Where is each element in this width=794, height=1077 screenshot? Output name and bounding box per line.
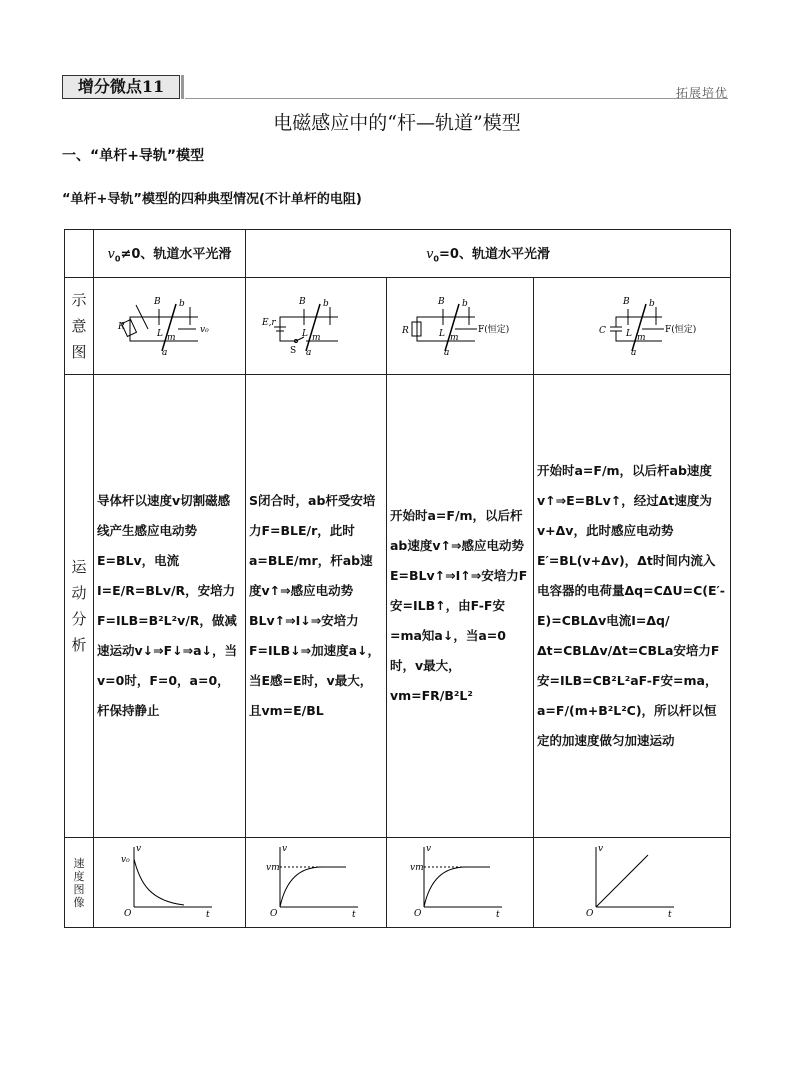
circuit-diagram-capacitor bbox=[562, 289, 702, 359]
svg-text:v: v bbox=[598, 843, 604, 854]
svg-text:v: v bbox=[135, 843, 141, 854]
svg-text:B: B bbox=[623, 297, 630, 307]
row-label-graph: 速 度 图 像 bbox=[65, 838, 94, 928]
analysis-cell-1: 导体杆以速度v切割磁感线产生感应电动势E=BLv，电流I=E/R=BLv/R，安培力F=ILB=B²L²v/R，做减速运动v↓⇒F↓⇒a↓，当v=0时，F=0，a=0，杆保持静止 bbox=[94, 375, 246, 838]
svg-text:t: t bbox=[352, 909, 356, 919]
svg-text:t: t bbox=[668, 909, 672, 919]
subheading: “单杆+导轨”模型的四种典型情况(不计单杆的电阻) bbox=[62, 192, 362, 207]
row-label-diagram: 示 意 图 bbox=[65, 278, 94, 375]
svg-text:b: b bbox=[462, 299, 468, 309]
svg-text:m: m bbox=[637, 333, 646, 343]
analysis-cell-3: 开始时a=F/m，以后杆ab速度v↑⇒感应电动势E=BLv↑⇒I↑⇒安培力F安=ILB↑，由F-F安=ma知a↓，当a=0时，v最大，vm=FR/B²L² bbox=[387, 375, 534, 838]
circuit-diagram-resistor bbox=[110, 289, 230, 359]
graph-2 bbox=[246, 838, 387, 928]
svg-text:L: L bbox=[156, 329, 163, 339]
svg-text:F(恒定): F(恒定) bbox=[478, 325, 510, 335]
model-table bbox=[64, 229, 731, 928]
graph-row bbox=[65, 838, 731, 928]
velocity-graph-decay bbox=[120, 843, 220, 919]
svg-text:B: B bbox=[153, 297, 161, 307]
svg-text:m: m bbox=[166, 333, 176, 343]
graph-1 bbox=[94, 838, 246, 928]
corner-cell bbox=[65, 230, 94, 278]
svg-text:b: b bbox=[649, 299, 655, 309]
graph-4 bbox=[534, 838, 731, 928]
svg-text:B: B bbox=[438, 297, 445, 307]
svg-text:vm: vm bbox=[266, 862, 280, 873]
row-label-analysis: 运 动 分 析 bbox=[65, 375, 94, 838]
svg-text:m: m bbox=[312, 333, 321, 343]
diagram-row bbox=[65, 278, 731, 375]
diagram-2 bbox=[246, 278, 387, 375]
velocity-graph-rise-2 bbox=[410, 843, 510, 919]
analysis-row bbox=[65, 375, 731, 838]
svg-text:a: a bbox=[631, 348, 637, 358]
svg-text:B: B bbox=[299, 297, 306, 307]
svg-text:v: v bbox=[282, 843, 288, 854]
svg-text:b: b bbox=[323, 299, 329, 309]
col-header-2: $v_0=0$、轨道水平光滑 bbox=[246, 230, 731, 278]
velocity-graph-rise bbox=[266, 843, 366, 919]
diagram-4 bbox=[534, 278, 731, 375]
svg-text:b: b bbox=[178, 299, 185, 309]
svg-text:a: a bbox=[306, 348, 312, 358]
svg-text:R: R bbox=[117, 322, 125, 332]
circuit-diagram-force bbox=[395, 289, 525, 359]
col-header-1: $v_0\ne 0$、轨道水平光滑 bbox=[94, 230, 246, 278]
page-title: 电磁感应中的“杆—轨道”模型 bbox=[273, 112, 521, 134]
velocity-graph-linear bbox=[582, 843, 682, 919]
svg-text:v: v bbox=[426, 843, 432, 854]
svg-text:O: O bbox=[123, 908, 131, 919]
svg-text:v₀: v₀ bbox=[120, 854, 130, 865]
circuit-diagram-battery bbox=[256, 289, 376, 359]
svg-text:m: m bbox=[450, 333, 459, 343]
svg-text:F(恒定): F(恒定) bbox=[665, 325, 697, 335]
svg-text:O: O bbox=[414, 908, 422, 919]
svg-text:v₀: v₀ bbox=[199, 325, 209, 335]
svg-text:R: R bbox=[402, 326, 409, 336]
header-rule bbox=[185, 98, 728, 99]
svg-text:C: C bbox=[599, 326, 606, 336]
svg-text:E,r: E,r bbox=[262, 318, 276, 328]
section-heading: 一、“单杆+导轨”模型 bbox=[62, 148, 205, 164]
svg-text:S: S bbox=[290, 346, 297, 356]
diagram-3 bbox=[387, 278, 534, 375]
svg-text:L: L bbox=[439, 329, 445, 339]
section-badge: 增分微点11 bbox=[62, 75, 180, 99]
diagram-1 bbox=[94, 278, 246, 375]
svg-text:a: a bbox=[444, 348, 450, 358]
svg-text:O: O bbox=[270, 908, 278, 919]
analysis-cell-4: 开始时a=F/m，以后杆ab速度v↑⇒E=BLv↑，经过Δt速度为v+Δv，此时感应电动势E′=BL(v+Δv)，Δt时间内流入电容器的电荷量Δq=CΔU=C(E′-E)=CBLΔv电流I=Δq/Δt=CBLΔv/Δt=CBLa安培力F安=ILB=CB²L²aF-F安=ma，a=F/(m+B²L²C)，所以杆以恒定的加速度做匀加速运动 bbox=[534, 375, 731, 838]
header-row bbox=[65, 230, 731, 278]
svg-text:a: a bbox=[161, 348, 167, 358]
svg-text:L: L bbox=[626, 329, 632, 339]
svg-text:L: L bbox=[302, 329, 308, 339]
graph-3 bbox=[387, 838, 534, 928]
svg-text:vm: vm bbox=[410, 862, 424, 873]
svg-text:t: t bbox=[496, 909, 500, 919]
analysis-cell-2: S闭合时，ab杆受安培力F=BLE/r，此时a=BLE/mr，杆ab速度v↑⇒感应电动势BLv↑⇒I↓⇒安培力F=ILB↓⇒加速度a↓，当E感=E时，v最大，且vm=E/BL bbox=[246, 375, 387, 838]
header-tag: 拓展培优 bbox=[675, 86, 728, 100]
svg-text:t: t bbox=[205, 909, 210, 919]
svg-text:O: O bbox=[586, 908, 594, 919]
